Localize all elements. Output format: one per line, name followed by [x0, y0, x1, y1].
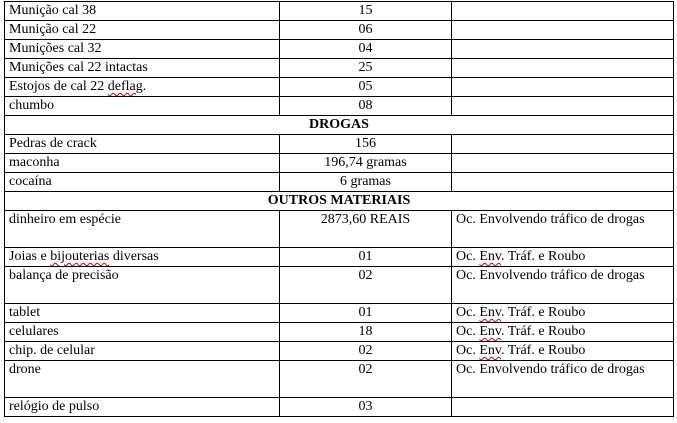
table-row	[5, 40, 674, 59]
obs-text: . Tráf. e Roubo	[500, 324, 586, 339]
observation-cell	[452, 59, 674, 78]
table-row	[5, 398, 674, 417]
observation-cell	[452, 97, 674, 116]
table-row	[5, 211, 674, 248]
item-text: .	[142, 79, 147, 94]
observation-cell: Oc. Envolvendo tráfico de drogas	[452, 267, 674, 304]
observation-cell	[452, 248, 674, 267]
quantity-cell: 15	[280, 2, 452, 21]
observation-cell	[452, 304, 674, 323]
table-row	[5, 78, 674, 97]
quantity-cell: 6 gramas	[280, 173, 452, 192]
quantity-cell: 196,74 gramas	[280, 154, 452, 173]
table-row	[5, 135, 674, 154]
table-row	[5, 361, 674, 398]
observation-cell	[452, 342, 674, 361]
observation-cell	[452, 323, 674, 342]
item-cell: maconha	[5, 154, 280, 173]
obs-text: Oc.	[456, 343, 480, 358]
observation-cell	[452, 78, 674, 97]
item-cell: chumbo	[5, 97, 280, 116]
quantity-cell: 04	[280, 40, 452, 59]
item-text: Estojos de cal 22	[9, 79, 108, 94]
table-row	[5, 304, 674, 323]
table-row	[5, 97, 674, 116]
item-cell: cocaína	[5, 173, 280, 192]
item-cell: relógio de pulso	[5, 398, 280, 417]
item-cell: drone	[5, 361, 280, 398]
obs-text: Oc.	[456, 324, 480, 339]
section-header-row	[5, 116, 674, 135]
item-cell	[5, 248, 280, 267]
table-row	[5, 154, 674, 173]
item-cell: Pedras de crack	[5, 135, 280, 154]
quantity-cell: 06	[280, 21, 452, 40]
table-row	[5, 2, 674, 21]
item-text: Joias e	[9, 249, 51, 264]
item-cell: celulares	[5, 323, 280, 342]
spellcheck-flagged-word: bijouterias	[50, 249, 110, 264]
quantity-cell: 05	[280, 78, 452, 97]
quantity-cell: 08	[280, 97, 452, 116]
obs-text: . Tráf. e Roubo	[500, 343, 586, 358]
item-cell: balança de precisão	[5, 267, 280, 304]
obs-text: Oc.	[456, 305, 480, 320]
table-row	[5, 173, 674, 192]
section-heading-other-materials: OUTROS MATERIAIS	[5, 192, 674, 211]
table-row	[5, 59, 674, 78]
observation-cell	[452, 2, 674, 21]
quantity-cell: 01	[280, 248, 452, 267]
obs-text: . Tráf. e Roubo	[500, 305, 586, 320]
item-cell: chip. de celular	[5, 342, 280, 361]
obs-text: Oc.	[456, 249, 480, 264]
spellcheck-flagged-word: Env	[479, 249, 501, 264]
quantity-cell: 156	[280, 135, 452, 154]
quantity-cell: 02	[280, 267, 452, 304]
quantity-cell: 03	[280, 398, 452, 417]
observation-cell	[452, 173, 674, 192]
obs-text: . Tráf. e Roubo	[500, 249, 586, 264]
section-header-row	[5, 192, 674, 211]
table-row	[5, 248, 674, 267]
item-cell: Munição cal 22	[5, 21, 280, 40]
observation-cell: Oc. Envolvendo tráfico de drogas	[452, 361, 674, 398]
quantity-cell: 2873,60 REAIS	[280, 211, 452, 248]
spellcheck-flagged-word: Env	[479, 305, 501, 320]
observation-cell	[452, 21, 674, 40]
seized-items-table	[4, 1, 674, 417]
quantity-cell: 02	[280, 361, 452, 398]
table-row	[5, 267, 674, 304]
spellcheck-flagged-word: deflag	[107, 79, 143, 94]
quantity-cell: 02	[280, 342, 452, 361]
item-cell: Munições cal 22 intactas	[5, 59, 280, 78]
spellcheck-flagged-word: Env	[479, 343, 501, 358]
observation-cell	[452, 40, 674, 59]
observation-cell	[452, 135, 674, 154]
item-cell: tablet	[5, 304, 280, 323]
observation-cell: Oc. Envolvendo tráfico de drogas	[452, 211, 674, 248]
item-cell	[5, 78, 280, 97]
section-heading-drugs: DROGAS	[5, 116, 674, 135]
quantity-cell: 18	[280, 323, 452, 342]
table-row	[5, 21, 674, 40]
quantity-cell: 25	[280, 59, 452, 78]
table-row	[5, 323, 674, 342]
table-row	[5, 342, 674, 361]
observation-cell	[452, 398, 674, 417]
observation-cell	[452, 154, 674, 173]
item-text: diversas	[109, 249, 159, 264]
quantity-cell: 01	[280, 304, 452, 323]
item-cell: Munições cal 32	[5, 40, 280, 59]
item-cell: dinheiro em espécie	[5, 211, 280, 248]
spellcheck-flagged-word: Env	[479, 324, 501, 339]
item-cell: Munição cal 38	[5, 2, 280, 21]
